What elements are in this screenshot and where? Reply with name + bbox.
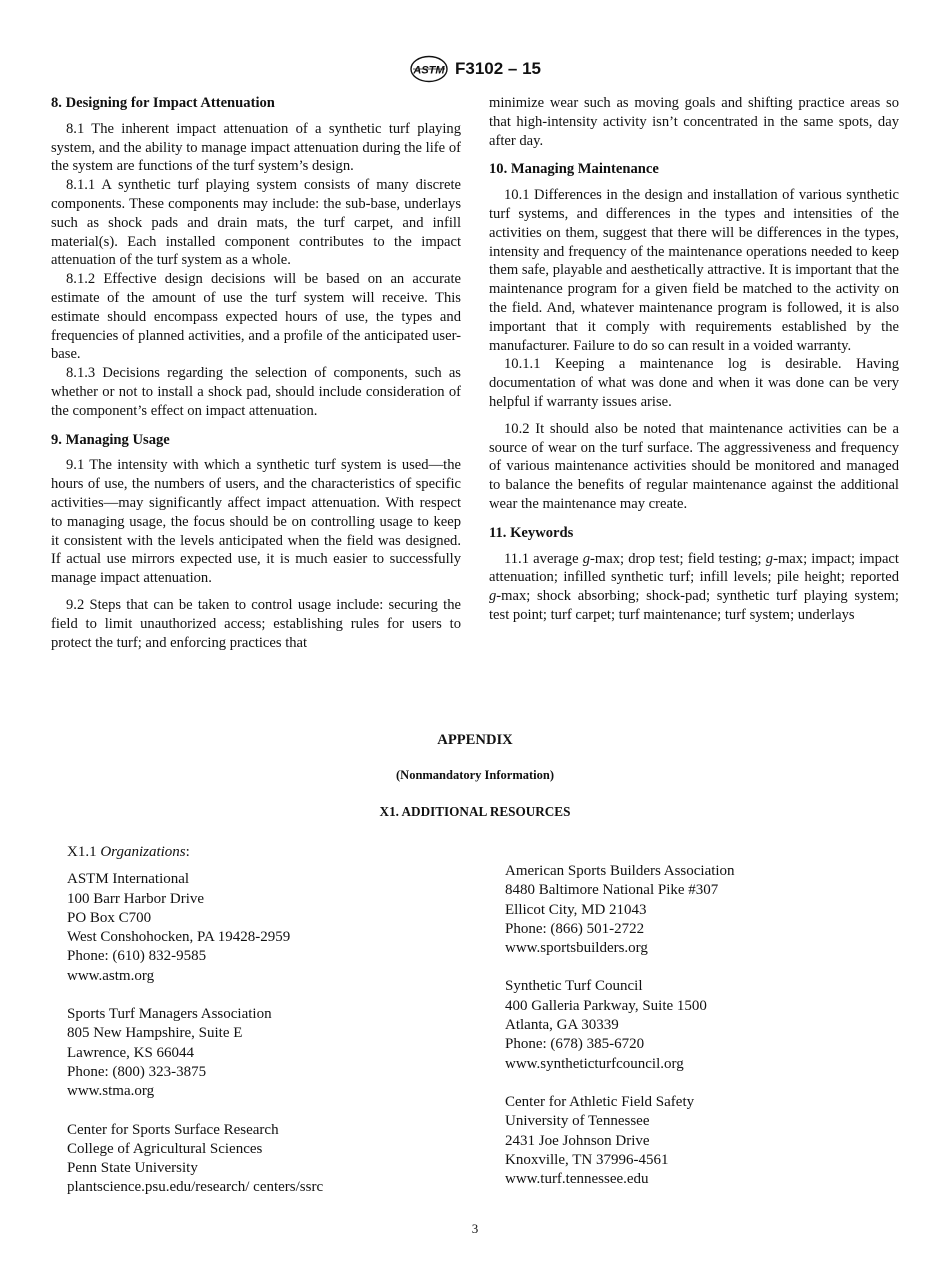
organization-line: American Sports Builders Association (505, 863, 735, 879)
resources-right-column (505, 862, 925, 1208)
svg-text:ASTM: ASTM (413, 64, 445, 77)
organization-line: Penn State University (67, 1160, 198, 1177)
paragraph-10-1-1: 10.1.1 Keeping a maintenance log is desirable. Having documentation of what was done and when it was done can be very helpful if warranty issues arise. (489, 356, 899, 410)
organization-line: West Conshohocken, PA 19428-2959 (67, 929, 291, 946)
organization-website-link[interactable]: www.sportsbuilders.org (505, 940, 648, 957)
organization-line: 400 Galleria Parkway, Suite 1500 (505, 997, 707, 1014)
organization-website-link[interactable]: www.astm.org (67, 967, 155, 984)
organization-entry (505, 977, 925, 1073)
organization-website-link[interactable]: www.syntheticturfcouncil.org (505, 1055, 684, 1072)
organization-line: Knoxville, TN 37996-4561 (505, 1151, 669, 1168)
section-8-heading: 8. Designing for Impact Attenuation (51, 95, 275, 111)
paragraph-8-1: 8.1 The inherent impact attenuation of a synthetic turf playing system, and the ability to manage impact attenuation during the life of the system are functions of the turf system’s design. (51, 120, 461, 175)
organization-website-link[interactable]: plantscience.psu.edu/research/ centers/ssrc (67, 1179, 324, 1196)
appendix-title: APPENDIX (437, 732, 513, 748)
document-id: F3102 – 15 (454, 59, 541, 78)
organization-entry (67, 1005, 487, 1101)
organization-website-link[interactable]: www.stma.org (67, 1083, 155, 1100)
organization-line: 8480 Baltimore National Pike #307 (505, 882, 719, 899)
x1-1-heading: X1.1 Organizations: (67, 844, 190, 860)
organization-website-link[interactable]: www.turf.tennessee.edu (505, 1171, 649, 1188)
section-9-heading: 9. Managing Usage (51, 431, 170, 448)
organization-line: Center for Sports Surface Research (67, 1121, 279, 1138)
resources-left-column (67, 843, 487, 1217)
organization-line: 100 Barr Harbor Drive (67, 890, 205, 907)
x1-title: X1. ADDITIONAL RESOURCES (379, 804, 571, 819)
paragraph-9-2-continued: minimize wear such as moving goals and shifting practice areas so that high-intensity activity isn’t concentrated in the same spots, day after day. (489, 95, 899, 149)
organization-line: Synthetic Turf Council (505, 978, 643, 995)
section-11-heading: 11. Keywords (489, 524, 574, 541)
section-10-heading: 10. Managing Maintenance (489, 161, 659, 178)
organization-line: Atlanta, GA 30339 (505, 1017, 619, 1034)
organization-line: 2431 Joe Johnson Drive (505, 1132, 650, 1149)
paragraph-9-1: 9.1 The intensity with which a synthetic turf system is used—the hours of use, the numbers of users, and the characteristics of specific activities—may significantly affect impact attenuation. With respect to managing usage, the focus should be on controlling usage to keep it consistent with the levels anticipated when the field was designed. If actual use mirrors expected use, it is much easier to successfully manage impact attenuation. (51, 457, 461, 587)
organization-line: 805 New Hampshire, Suite E (67, 1025, 243, 1042)
organization-line: University of Tennessee (505, 1113, 650, 1130)
right-column (489, 94, 899, 625)
organization-entry (505, 862, 925, 958)
organization-line: Phone: (610) 832-9585 (67, 948, 207, 965)
organization-entry (67, 1121, 487, 1198)
organization-line: ASTM International (67, 871, 190, 888)
paragraph-11-1-keywords: 11.1 average g-max; drop test; field testing; g-max; impact; impact attenuation; infilled synthetic turf; infill levels; pile height; reported g-max; shock absorbing; shock-pad; synthetic turf playing system; test point; turf carpet; turf maintenance; turf system; underlays (489, 550, 899, 623)
organization-line: Phone: (866) 501-2722 (505, 920, 645, 937)
organization-line: Ellicot City, MD 21043 (505, 901, 647, 918)
appendix-header (0, 732, 950, 822)
organization-line: Phone: (678) 385-6720 (505, 1036, 645, 1053)
organization-line: Lawrence, KS 66044 (67, 1044, 195, 1061)
paragraph-8-1-3: 8.1.3 Decisions regarding the selection of components, such as whether or not to install a shock pad, should include consideration of the component’s effect on impact attenuation. (51, 365, 461, 419)
paragraph-10-1: 10.1 Differences in the design and installation of various synthetic turf systems, and differences in the types and intensities of the activities on them, suggest that there will be differences in the types, intensity and frequency of the maintenance operations needed to keep them safe, playable and aesthetically attractive. It is important that the maintenance program for a given field be matched to the activity on the field. And, whatever maintenance program is followed, it is also important that it comply with requirements established by the manufacturer. Failure to do so can result in a voided warranty. (489, 187, 899, 354)
organization-line: College of Agricultural Sciences (67, 1140, 263, 1157)
organization-line: Sports Turf Managers Association (67, 1006, 272, 1023)
page-number: 3 (471, 1221, 479, 1236)
organization-line: Center for Athletic Field Safety (505, 1093, 695, 1110)
organization-entry (67, 870, 487, 986)
organization-line: PO Box C700 (67, 909, 152, 926)
astm-logo-icon (409, 55, 449, 83)
left-column (51, 94, 461, 652)
paragraph-9-2: 9.2 Steps that can be taken to control usage include: securing the field to limit unauthorized access; establishing rules for users to protect the turf; and enforcing practices that (51, 596, 461, 651)
appendix-subtitle: (Nonmandatory Information) (396, 768, 554, 782)
paragraph-10-2: 10.2 It should also be noted that maintenance activities can be a source of wear on the turf surface. The aggressiveness and frequency of various maintenance activities should be monitored and managed to balance the benefits of regular maintenance against the additional wear the maintenance may create. (489, 420, 899, 512)
organization-entry (505, 1093, 925, 1189)
organization-line: Phone: (800) 323-3875 (67, 1063, 207, 1080)
page-header (0, 54, 950, 84)
paragraph-8-1-2: 8.1.2 Effective design decisions will be based on an accurate estimate of the amount of use the turf system will receive. This estimate should encompass expected hours of use, the types and frequencies of planned activities, and a profile of the anticipated user-base. (51, 271, 461, 363)
paragraph-8-1-1: 8.1.1 A synthetic turf playing system consists of many discrete components. These components may include: the sub-base, underlays such as shock pads and drain mats, the turf carpet, and infill material(s). Each installed component contributes to the impact attenuation of the turf system as a whole. (51, 177, 461, 269)
